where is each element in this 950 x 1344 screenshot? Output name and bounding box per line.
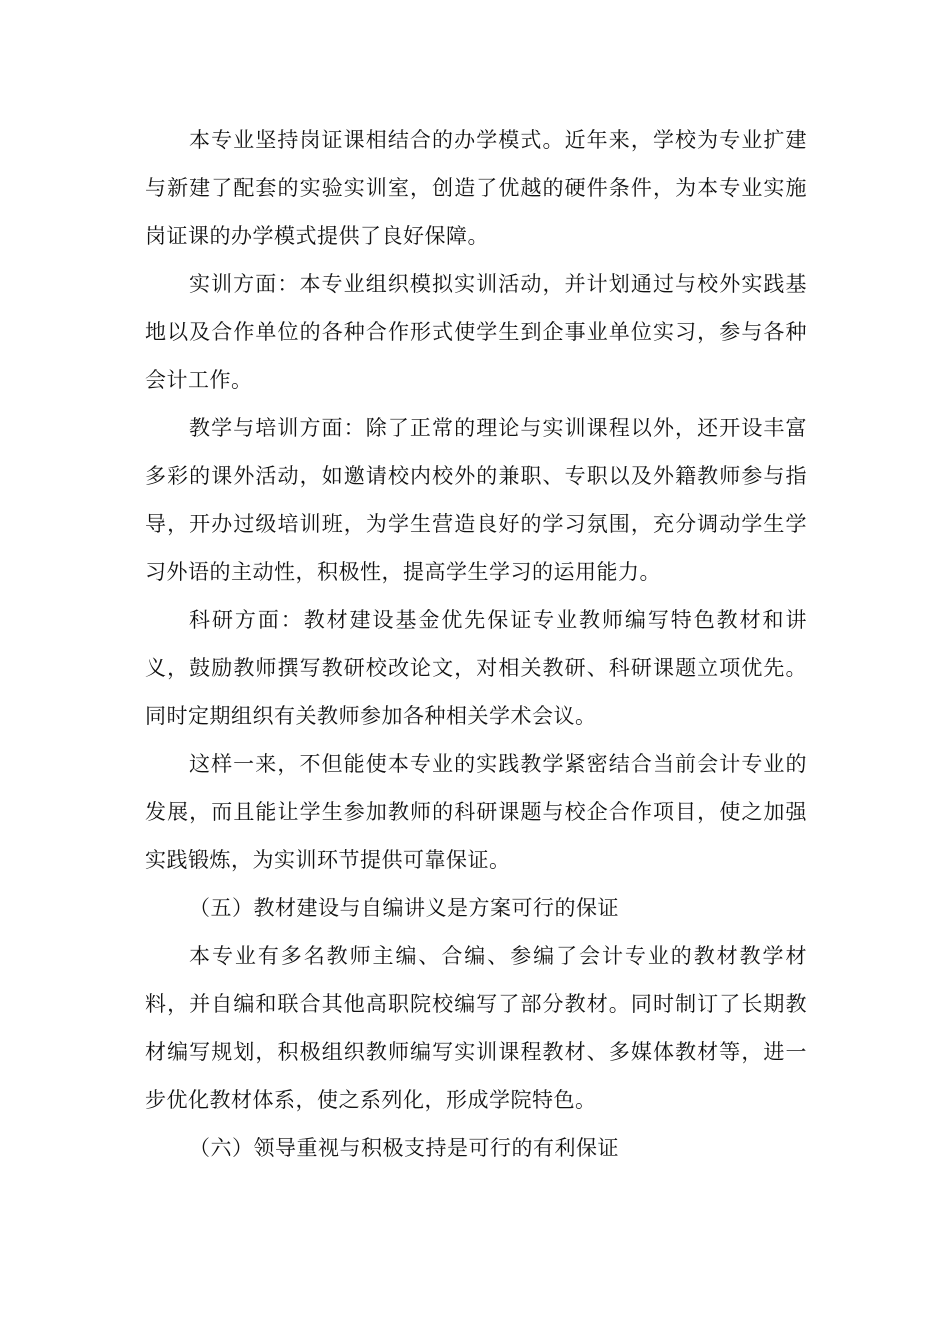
- document-body: [145, 116, 807, 1172]
- paragraph-mode: 本专业坚持岗证课相结合的办学模式。近年来，学校为专业扩建与新建了配套的实验实训室，创造了优越的硬件条件，为本专业实施岗证课的办学模式提供了良好保障。: [145, 128, 807, 248]
- section-heading-5: （五）教材建设与自编讲义是方案可行的保证: [189, 896, 619, 920]
- section-heading-6: （六）领导重视与积极支持是可行的有利保证: [189, 1136, 619, 1160]
- paragraph-summary: 这样一来，不但能使本专业的实践教学紧密结合当前会计专业的发展，而且能让学生参加教师的科研课题与校企合作项目，使之加强实践锻炼，为实训环节提供可靠保证。: [145, 752, 807, 872]
- paragraph-teaching: 教学与培训方面：除了正常的理论与实训课程以外，还开设丰富多彩的课外活动，如邀请校内校外的兼职、专职以及外籍教师参与指导，开办过级培训班，为学生营造良好的学习氛围，充分调动学生学习外语的主动性，积极性，提高学生学习的运用能力。: [145, 416, 807, 584]
- paragraph-research: 科研方面：教材建设基金优先保证专业教师编写特色教材和讲义，鼓励教师撰写教研校改论文，对相关教研、科研课题立项优先。同时定期组织有关教师参加各种相关学术会议。: [145, 608, 807, 728]
- paragraph-training: 实训方面：本专业组织模拟实训活动，并计划通过与校外实践基地以及合作单位的各种合作形式使学生到企事业单位实习，参与各种会计工作。: [145, 272, 807, 392]
- paragraph-textbooks: 本专业有多名教师主编、合编、参编了会计专业的教材教学材料，并自编和联合其他高职院校编写了部分教材。同时制订了长期教材编写规划，积极组织教师编写实训课程教材、多媒体教材等，进一步优化教材体系，使之系列化，形成学院特色。: [145, 944, 807, 1112]
